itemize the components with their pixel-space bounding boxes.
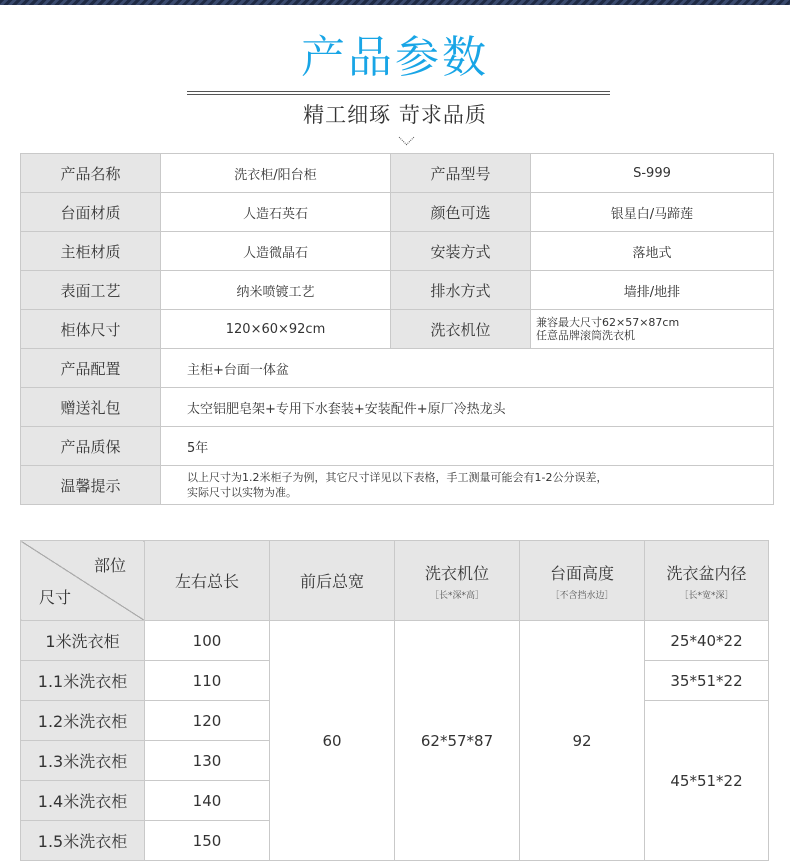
note-line: 以上尺寸为1.2米柜子为例，其它尺寸详见以下表格，手工测量可能会有1-2公分误差，: [187, 471, 608, 484]
title-divider-2: [187, 94, 610, 95]
column-header-label: 洗衣机位: [424, 563, 489, 583]
basin-cell: 25*40*22: [645, 621, 769, 661]
column-header: [520, 541, 645, 621]
column-header-label: 洗衣盆内径: [666, 563, 747, 583]
column-header: [395, 541, 520, 621]
basin-cell: 45*51*22: [645, 701, 769, 861]
row-label: 1.4米洗衣柜: [21, 781, 145, 821]
length-cell: 110: [145, 661, 270, 701]
param-value: [161, 466, 774, 505]
column-header: [145, 541, 270, 621]
param-value: 人造微晶石: [161, 232, 391, 271]
page-subtitle: 精工细琢 苛求品质: [303, 103, 487, 127]
width-cell: 60: [270, 621, 395, 861]
column-header-label: 左右总长: [174, 572, 239, 591]
washer-cell: 62*57*87: [395, 621, 520, 861]
param-value: 洗衣柜/阳台柜: [161, 154, 391, 193]
param-value: [531, 310, 774, 349]
param-value: 120×60×92cm: [161, 310, 391, 349]
table-row: [21, 193, 774, 232]
param-label: 产品质保: [21, 427, 161, 466]
param-label: 洗衣机位: [391, 310, 531, 349]
param-label: 赠送礼包: [21, 388, 161, 427]
param-value: 5年: [161, 427, 774, 466]
param-value: 人造石英石: [161, 193, 391, 232]
column-header-label: 台面高度: [549, 563, 614, 583]
param-label: 主柜材质: [21, 232, 161, 271]
column-header-sub: ［不含挡水边］: [550, 590, 614, 601]
param-value-line: 任意品牌滚筒洗衣机: [536, 329, 635, 342]
param-label: 安装方式: [391, 232, 531, 271]
column-header: [645, 541, 769, 621]
table-row: [21, 310, 774, 349]
param-label: 排水方式: [391, 271, 531, 310]
param-value: S-999: [531, 154, 774, 193]
row-label: 1米洗衣柜: [21, 621, 145, 661]
row-label: 1.2米洗衣柜: [21, 701, 145, 741]
length-cell: 120: [145, 701, 270, 741]
title-divider: [187, 91, 610, 92]
table-row: [21, 232, 774, 271]
param-value: 太空铝肥皂架+专用下水套装+安装配件+原厂冷热龙头: [161, 388, 774, 427]
table-row: [21, 466, 774, 505]
param-label: 表面工艺: [21, 271, 161, 310]
table-row: [21, 388, 774, 427]
table-row: [21, 621, 769, 661]
table-row: [21, 154, 774, 193]
param-label: 产品配置: [21, 349, 161, 388]
column-header-sub: ［长*宽*深］: [679, 590, 734, 601]
column-header-label: 前后总宽: [299, 572, 364, 591]
table-header-row: [21, 541, 769, 621]
param-value: 墙排/地排: [531, 271, 774, 310]
corner-label-top: 部位: [93, 556, 126, 575]
corner-label-bottom: 尺寸: [39, 588, 72, 607]
row-label: 1.3米洗衣柜: [21, 741, 145, 781]
top-decorative-band: [0, 0, 790, 5]
row-label: 1.1米洗衣柜: [21, 661, 145, 701]
param-label: 柜体尺寸: [21, 310, 161, 349]
size-table: [20, 540, 769, 861]
row-label: 1.5米洗衣柜: [21, 821, 145, 861]
param-value: 纳米喷镀工艺: [161, 271, 391, 310]
table-row: [21, 271, 774, 310]
length-cell: 150: [145, 821, 270, 861]
product-params-table: [20, 153, 774, 505]
length-cell: 140: [145, 781, 270, 821]
param-value: 主柜+台面一体盆: [161, 349, 774, 388]
page-title: 产品参数: [301, 32, 489, 83]
param-value-line: 兼容最大尺寸62×57×87cm: [536, 316, 680, 329]
table-row: [21, 427, 774, 466]
length-cell: 130: [145, 741, 270, 781]
height-cell: 92: [520, 621, 645, 861]
param-value: 银星白/马蹄莲: [531, 193, 774, 232]
param-label: 温馨提示: [21, 466, 161, 505]
param-label: 台面材质: [21, 193, 161, 232]
param-label: 产品型号: [391, 154, 531, 193]
param-label: 产品名称: [21, 154, 161, 193]
chevron-down-icon: [399, 130, 415, 146]
table-row: [21, 349, 774, 388]
param-label: 颜色可选: [391, 193, 531, 232]
corner-header-cell: [21, 541, 145, 621]
column-header: [270, 541, 395, 621]
column-header-sub: ［长*深*高］: [429, 590, 484, 601]
note-line: 实际尺寸以实物为准。: [187, 486, 297, 499]
param-value: 落地式: [531, 232, 774, 271]
length-cell: 100: [145, 621, 270, 661]
basin-cell: 35*51*22: [645, 661, 769, 701]
